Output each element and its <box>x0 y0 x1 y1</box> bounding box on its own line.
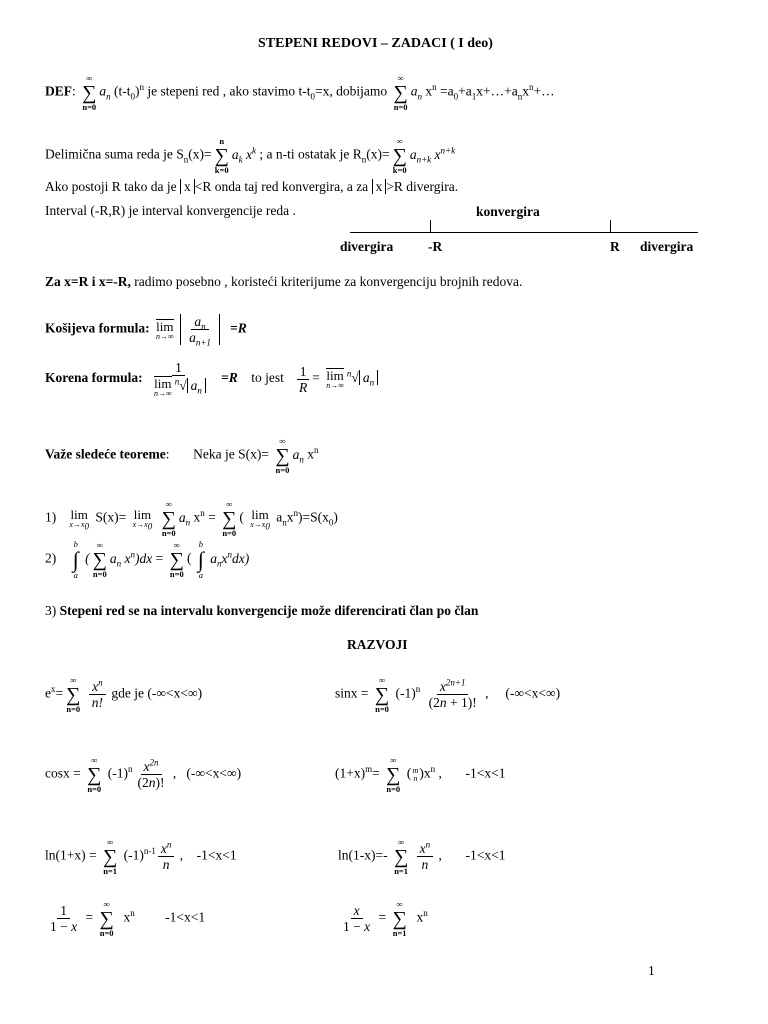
expansion-sin: sinx = ∞ ∑ n=0 $(-1)^n$ $\frac{x^{2n+1}}{(2n + 1)!}$ , (-∞<x<∞) <box>335 675 561 714</box>
theorems-line: Važe sledeće teoreme: Neka je S(x)= ∞ ∑ n=0 $a_n$ $x^n$ <box>45 436 319 475</box>
sum-symbol: ∞ ∑ k=0 <box>392 136 407 175</box>
definition-line: DEF: ∞ ∑ n=0 $a_n$ $(t-t_0)^n$ je stepeni red , ako stavimo $t-t_0=x$, dobijamo ∞ ∑ n=0 $a_n$ $x^n$ $=a_0+a_1x+\dots+a_nx^n+\dots$ <box>45 73 555 112</box>
sum-symbol: n ∑ k=0 <box>214 136 229 175</box>
root-formula: Korena formula: 1 lim n→∞ $^n$√ $a_n$ =R to jest $\frac{1}{R}$ = lim n→∞ $^n$√ $a_n$ <box>45 360 378 398</box>
endpoints-line: Za x=R i x=-R, radimo posebno , koristeći kriterijume za konvergenciju brojnih redova. <box>45 274 523 289</box>
theorem-1: 1) lim $x\to x_0$ S(x)= lim $x\to x_0$ ∞ ∑ n=0 $a_n$ $x^n$ = ∞ ∑ n=0 ( lim $x\to x_0$ $a_nx^n)=S(x_0)$ <box>45 499 338 538</box>
diagram-divergent-left: divergira <box>340 239 394 254</box>
convergence-line-1: Ako postoji R tako da je x <R onda taj red konvergira, a za x >R divergira. <box>45 179 459 194</box>
page-title: STEPENI REDOVI – ZADACI ( I deo) <box>258 36 493 51</box>
expansion-ln-plus: ln(1+x) = ∞ ∑ n=1 $(-1)^{n-1}$ $\frac{x^n}{n}$ , -1<x<1 <box>45 837 237 876</box>
expansion-geometric: $\frac{1}{1 - x}$ = ∞ ∑ n=0 $x^n$ -1<x<1 <box>50 899 206 938</box>
limsup: lim n→∞ <box>155 318 174 341</box>
diagram-right-bound: R <box>610 239 620 254</box>
partial-sum-line: Delimična suma reda je $S_n(x)=$ n ∑ k=0 $a_k$ $x^k$ ; a n-ti ostatak je $R_n(x)=$ ∞ ∑ k=0 $a_{n+k}$ $x^{n+k}$ <box>45 136 456 175</box>
theorem-2: 2) b ∫ a ( ∞ ∑ n=0 $a_n$ $x^n)dx$ = ∞ ∑ n=0 ( b ∫ a $a_nx^ndx$) <box>45 539 250 580</box>
page-number: 1 <box>648 963 655 978</box>
diagram-left-bound: -R <box>428 239 443 254</box>
diagram-convergent-label: konvergira <box>476 204 540 219</box>
convergence-line-2: Interval (-R,R) je interval konvergencije reda . <box>45 203 296 218</box>
tick-left <box>430 220 431 232</box>
expansion-exp: $e^x=$ ∞ ∑ n=0 $\frac{x^n}{n!}$ gde je (-∞<x<∞) <box>45 675 203 714</box>
section-razvoji: RAZVOJI <box>347 637 408 652</box>
def-text-2: =x, dobijamo <box>315 83 388 99</box>
expansion-cos: cosx = ∞ ∑ n=0 $(-1)^n$ $\frac{x^{2n}}{(2n)!}$ , (-∞<x<∞) <box>45 755 242 794</box>
sum-symbol: ∞ ∑ n=0 <box>393 73 408 112</box>
expansion-binomial: $(1+x)^m=$ ∞ ∑ n=0 ( m n )$x^n$ , -1<x<1 <box>335 755 506 794</box>
def-text-1: je stepeni red , ako stavimo t-t <box>147 83 311 99</box>
diagram-divergent-right: divergira <box>640 239 694 254</box>
expansion-geometric-x: $\frac{x}{1 - x}$ = ∞ ∑ n=1 $x^n$ <box>343 899 428 938</box>
cauchy-formula: Košijeva formula: lim n→∞ $\frac{a_n}{a_{n+1}}$ =R <box>45 314 247 348</box>
expansion-ln-minus: ln(1-x)=- ∞ ∑ n=1 $\frac{x^n}{n}$ , -1<x<1 <box>338 837 506 876</box>
sum-symbol: ∞ ∑ n=0 <box>82 73 97 112</box>
number-line <box>350 232 698 233</box>
def-label: DEF <box>45 83 72 99</box>
theorem-3: 3) Stepeni red se na intervalu konvergencije može diferencirati član po član <box>45 603 479 618</box>
tick-right <box>610 220 611 232</box>
